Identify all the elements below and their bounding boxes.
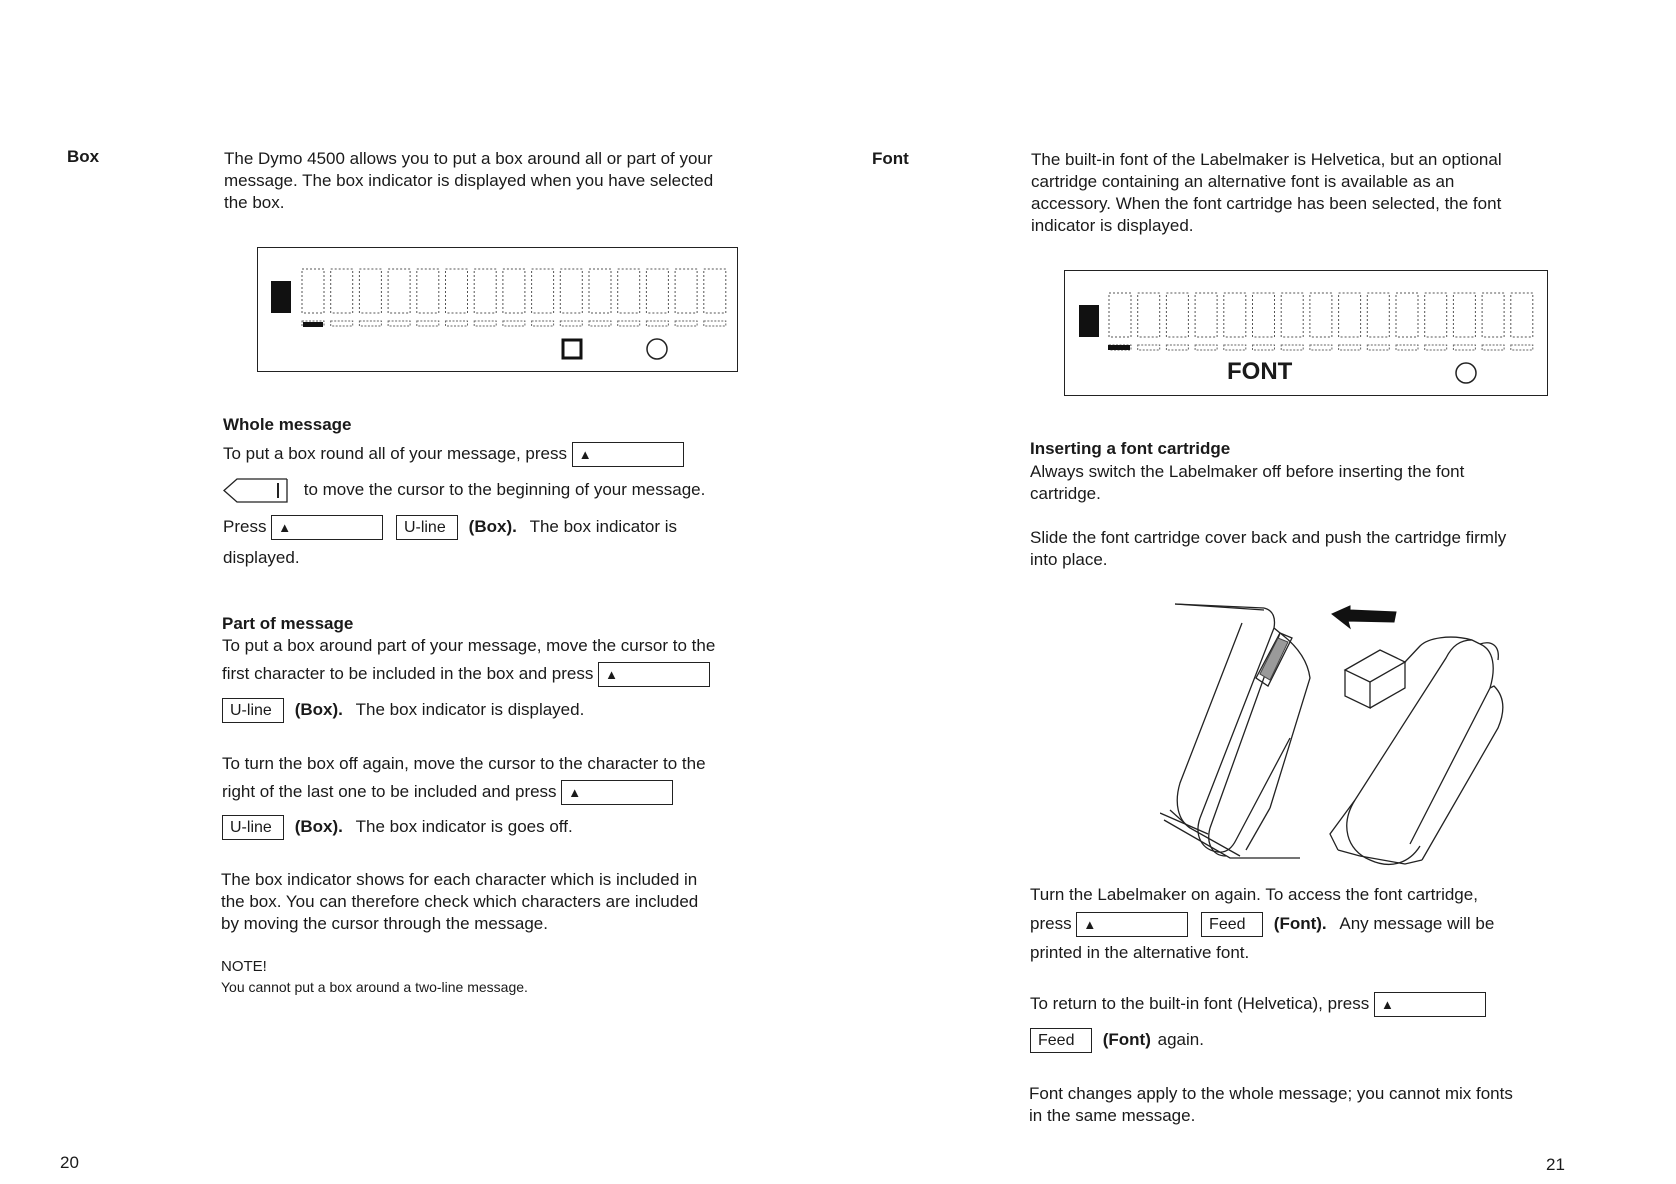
- lcd-char-cell: [417, 269, 439, 313]
- whole-line-3-text: The box indicator is: [529, 516, 677, 536]
- whole-line-4: displayed.: [223, 548, 300, 567]
- circle-indicator-icon: [1456, 363, 1476, 383]
- cartridge-insertion-illustration: [1160, 588, 1530, 870]
- whole-message-heading: Whole message: [223, 415, 352, 434]
- shift-key: [561, 780, 673, 805]
- lcd-char-cell: [359, 269, 381, 313]
- shift-triangle-icon: ▲: [1083, 917, 1097, 932]
- lcd-char-cell: [1224, 293, 1246, 337]
- access-line-5: [1030, 1028, 1204, 1053]
- circle-indicator-icon: [647, 339, 667, 359]
- lcd-char-cell: [1396, 293, 1418, 337]
- lcd-char-cell: [1109, 293, 1131, 337]
- lcd-underline-cell: [1367, 345, 1389, 350]
- paragraph-line: Font changes apply to the whole message; you cannot mix fonts: [1029, 1084, 1513, 1103]
- lcd-char-cell: [1310, 293, 1332, 337]
- lcd-underline-cell: [1281, 345, 1303, 350]
- shift-triangle-icon: ▲: [605, 667, 618, 682]
- shift-key: [1374, 992, 1486, 1017]
- character-cells: [302, 269, 726, 326]
- access-line-4: [1030, 992, 1486, 1017]
- lcd-char-cell: [503, 269, 525, 313]
- lcd-underline-cell: [503, 321, 525, 326]
- box-bold-label: (Box).: [294, 816, 343, 836]
- lcd-underline-cell: [532, 321, 554, 326]
- font-bold-label: (Font): [1102, 1029, 1151, 1049]
- font-intro-line: accessory. When the font cartridge has been selected, the font: [1031, 194, 1502, 213]
- underline-indicator-icon: [1108, 345, 1130, 350]
- font-intro-line: cartridge containing an alternative font is available as an: [1031, 172, 1455, 191]
- lcd-char-cell: [1138, 293, 1160, 337]
- lcd-char-cell: [474, 269, 496, 313]
- paragraph-line: the box. You can therefore check which characters are included: [221, 892, 699, 911]
- paragraph-line: Slide the font cartridge cover back and push the cartridge firmly: [1030, 528, 1507, 547]
- lcd-underline-cell: [388, 321, 410, 326]
- access-line-4-text: To return to the built-in font (Helvetica), press: [1030, 993, 1370, 1013]
- lcd-underline-cell: [1166, 345, 1188, 350]
- lcd-underline-cell: [1396, 345, 1418, 350]
- lcd-underline-cell: [1425, 345, 1447, 350]
- lcd-display-font: [1064, 270, 1548, 396]
- paragraph-line: The box indicator shows for each character which is included in: [221, 870, 698, 889]
- lcd-char-cell: [646, 269, 668, 313]
- shift-triangle-icon: ▲: [578, 447, 592, 462]
- box-intro-line: the box.: [224, 193, 285, 212]
- lcd-underline-cell: [474, 321, 496, 326]
- note-text: You cannot put a box around a two-line message.: [221, 979, 528, 995]
- whole-line-2: [223, 478, 705, 503]
- lcd-char-cell: [704, 269, 726, 313]
- lcd-underline-cell: [560, 321, 582, 326]
- lcd-display-box: [257, 247, 738, 372]
- lcd-underline-cell: [1224, 345, 1246, 350]
- access-line-2: [1030, 912, 1494, 937]
- page-number-right: 21: [1546, 1155, 1565, 1174]
- lcd-underline-cell: [359, 321, 381, 326]
- lcd-char-cell: [1253, 293, 1275, 337]
- paragraph-line: cartridge.: [1030, 484, 1101, 503]
- paragraph-line: into place.: [1030, 550, 1108, 569]
- whole-line-1-text: To put a box round all of your message, press: [223, 443, 567, 463]
- inserting-paragraph-2: [1030, 527, 1610, 571]
- lcd-underline-cell: [1482, 345, 1504, 350]
- lcd-underline-cell: [704, 321, 726, 326]
- lcd-underline-cell: [1339, 345, 1361, 350]
- lcd-char-cell: [532, 269, 554, 313]
- part-line-2: [222, 662, 710, 687]
- cursor-block-icon: [1079, 305, 1099, 337]
- font-changes-paragraph: [1029, 1083, 1609, 1127]
- lcd-char-cell: [1425, 293, 1447, 337]
- shift-key: [271, 515, 383, 540]
- shift-key: [598, 662, 710, 687]
- lcd-underline-cell: [646, 321, 668, 326]
- lcd-underline-cell: [331, 321, 353, 326]
- box-intro: [224, 148, 784, 214]
- section-title-box: Box: [67, 147, 100, 166]
- lcd-char-cell: [1281, 293, 1303, 337]
- access-line-2-text: Any message will be: [1339, 913, 1495, 933]
- shift-triangle-icon: ▲: [278, 520, 292, 535]
- part-line-4: To turn the box off again, move the cursor to the character to the: [222, 754, 706, 773]
- box-indicator-icon: [563, 340, 581, 358]
- whole-line-2-text: to move the cursor to the beginning of your message.: [303, 479, 706, 499]
- access-line-3: printed in the alternative font.: [1030, 943, 1250, 962]
- whole-line-1: [223, 442, 684, 467]
- lcd-segments-font: [1065, 271, 1547, 395]
- lcd-char-cell: [1482, 293, 1504, 337]
- whole-line-3: [223, 515, 677, 540]
- part-line-6: [222, 815, 573, 840]
- box-bold-label: (Box).: [294, 699, 343, 719]
- paragraph-line: in the same message.: [1029, 1106, 1196, 1125]
- part-line-5-text: right of the last one to be included and press: [222, 781, 557, 801]
- uline-key: U-line: [222, 815, 284, 840]
- lcd-char-cell: [618, 269, 640, 313]
- box-intro-line: The Dymo 4500 allows you to put a box around all or part of your: [224, 149, 713, 168]
- part-line-2-text: first character to be included in the box and press: [222, 663, 594, 683]
- font-intro-line: The built-in font of the Labelmaker is Helvetica, but an optional: [1031, 150, 1502, 169]
- shift-key: [572, 442, 684, 467]
- font-intro-line: indicator is displayed.: [1031, 216, 1194, 235]
- lcd-char-cell: [1166, 293, 1188, 337]
- access-line-5-text: again.: [1157, 1029, 1204, 1049]
- font-indicator-label: FONT: [1227, 358, 1293, 385]
- lcd-char-cell: [589, 269, 611, 313]
- part-line-5: [222, 780, 673, 805]
- character-cells: [1109, 293, 1533, 350]
- lcd-underline-cell: [1310, 345, 1332, 350]
- part-message-heading: Part of message: [222, 614, 354, 633]
- lcd-char-cell: [388, 269, 410, 313]
- lcd-underline-cell: [1195, 345, 1217, 350]
- lcd-char-cell: [1195, 293, 1217, 337]
- part-line-1: To put a box around part of your message, move the cursor to the: [222, 636, 716, 655]
- underline-indicator-icon: [303, 322, 323, 327]
- lcd-char-cell: [1511, 293, 1533, 337]
- box-indicator-paragraph: [221, 869, 781, 935]
- lcd-char-cell: [331, 269, 353, 313]
- shift-triangle-icon: ▲: [1380, 997, 1394, 1012]
- box-intro-line: message. The box indicator is displayed when you have selected: [224, 171, 714, 190]
- box-bold-label: (Box).: [468, 516, 517, 536]
- lcd-char-cell: [1339, 293, 1361, 337]
- shift-triangle-icon: ▲: [568, 785, 582, 800]
- press-text: Press: [223, 516, 267, 536]
- part-line-3-text: The box indicator is displayed.: [355, 699, 585, 719]
- page-number-left: 20: [60, 1153, 79, 1172]
- part-line-6-text: The box indicator is goes off.: [355, 816, 573, 836]
- paragraph-line: Always switch the Labelmaker off before inserting the font: [1030, 462, 1465, 481]
- home-key-outline-icon: [223, 478, 289, 503]
- lcd-char-cell: [560, 269, 582, 313]
- lcd-underline-cell: [417, 321, 439, 326]
- cursor-block-icon: [271, 281, 291, 313]
- inserting-paragraph-1: [1030, 461, 1610, 505]
- lcd-char-cell: [446, 269, 468, 313]
- uline-key: U-line: [396, 515, 458, 540]
- lcd-underline-cell: [1253, 345, 1275, 350]
- feed-key: Feed: [1201, 912, 1263, 937]
- lcd-underline-cell: [675, 321, 697, 326]
- lcd-char-cell: [675, 269, 697, 313]
- part-line-3: [222, 698, 584, 723]
- lcd-underline-cell: [618, 321, 640, 326]
- home-key: [223, 478, 289, 503]
- press-text: press: [1030, 913, 1072, 933]
- paragraph-line: by moving the cursor through the message.: [221, 914, 548, 933]
- inserting-heading: Inserting a font cartridge: [1030, 439, 1231, 458]
- lcd-char-cell: [302, 269, 324, 313]
- lcd-segments-box: [258, 248, 737, 371]
- uline-key: U-line: [222, 698, 284, 723]
- section-title-font: Font: [872, 149, 909, 168]
- font-bold-label: (Font).: [1273, 913, 1327, 933]
- lcd-underline-cell: [589, 321, 611, 326]
- lcd-char-cell: [1453, 293, 1475, 337]
- lcd-underline-cell: [446, 321, 468, 326]
- shift-key: [1076, 912, 1188, 937]
- note-label: NOTE!: [221, 958, 267, 975]
- lcd-underline-cell: [1511, 345, 1533, 350]
- access-line-1: Turn the Labelmaker on again. To access the font cartridge,: [1030, 885, 1478, 904]
- lcd-underline-cell: [1138, 345, 1160, 350]
- lcd-underline-cell: [1453, 345, 1475, 350]
- feed-key: Feed: [1030, 1028, 1092, 1053]
- lcd-char-cell: [1367, 293, 1389, 337]
- font-intro: [1031, 149, 1611, 237]
